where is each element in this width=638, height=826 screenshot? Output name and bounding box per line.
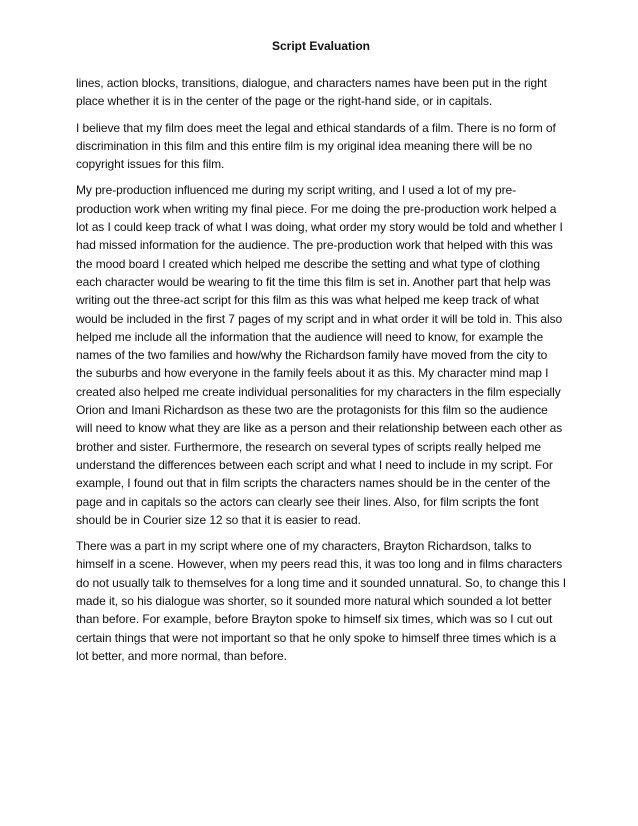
paragraph-layout-notes: lines, action blocks, transitions, dialogue, and characters names have been put in the right place whether it is in the center of the page or the right-hand side, or in capitals. — [76, 76, 547, 109]
paragraph-legal-ethical: I believe that my film does meet the legal and ethical standards of a film. There is no form of discrimination in this film and this entire film is my original idea meaning there will be no copyright issues for this film. — [76, 120, 556, 172]
paragraph-pre-production: My pre-production influenced me during my script writing, and I used a lot of my pre-production work when writing my final piece. For me doing the pre-production work helped a lot as I could keep track of what I was doing, what order my story would be told and whether I had missed information for the audience. The pre-production work that helped with this was the mood board I created which helped me describe the setting and what type of clothing each character would be wearing to fit the time this film is set in. Another part that help was writing out the three-act script for this film as this was what helped me keep track of what would be included in the first 7 pages of my script and in what order it will be told in. This also helped me include all the information that the audience will need to know, for example the names of the two families and how/why the Richardson family have moved from the city to the suburbs and how everyone in the family feels about it as this. My character mind map I created also helped me create individual personalities for my characters in the film especially Orion and Imani Richardson as these two are the protagonists for this film so the audience will need to know what they are like as a person and their relationship between each other as brother and sister. Furthermore, the research on several types of scripts really helped me understand the differences between each script and what I need to include in my script. For example, I found out that in film scripts the characters names should be in the center of the page and in capitals so the actors can clearly see their lines. Also, for film scripts the font should be in Courier size 12 so that it is easier to read. — [76, 183, 563, 527]
paragraph-peer-feedback: There was a part in my script where one of my characters, Brayton Richardson, talks to himself in a scene. However, when my peers read this, it was too long and in films characters do not usually talk to themselves for a long time and it sounded unnatural. So, to change this I made it, so his dialogue was shorter, so it sounded more natural which sounded a lot better than before. For example, before Brayton spoke to himself six times, which was so I cut out certain things that were not important so that he only spoke to himself three times which is a lot better, and more normal, than before. — [76, 539, 566, 663]
document-title: Script Evaluation — [271, 39, 371, 53]
